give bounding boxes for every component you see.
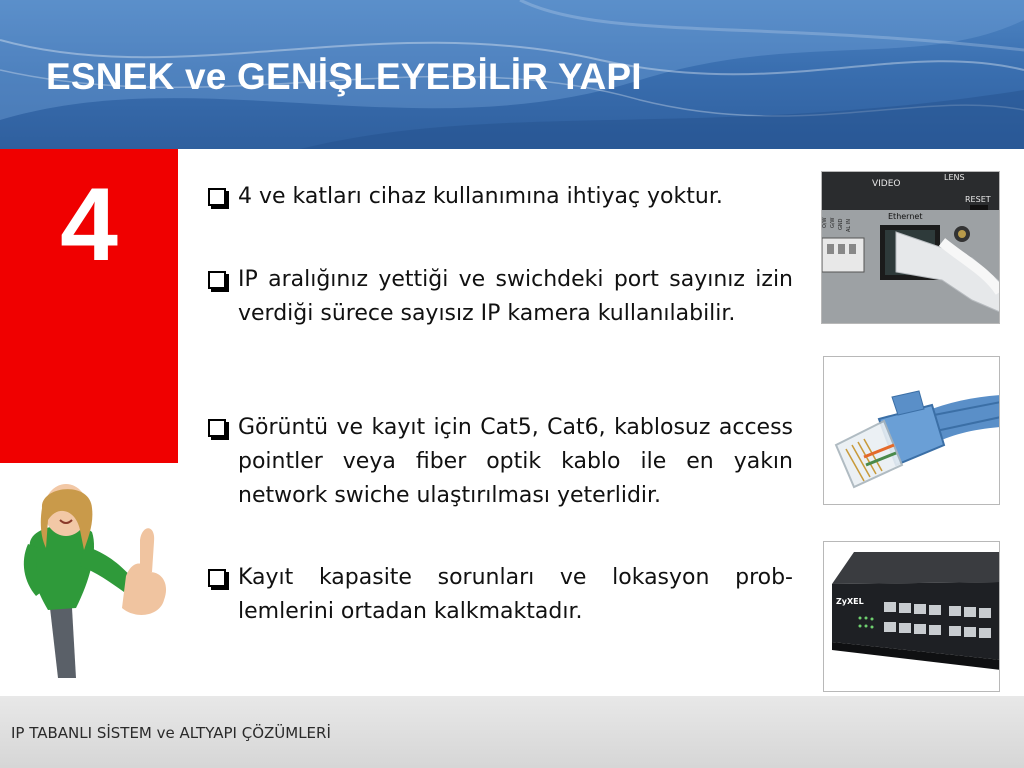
camera-label-reset: RESET bbox=[965, 195, 991, 204]
bullet-text: IP aralığınız yettiği ve swichdeki port sayınız izin verdiği sürece sayısız IP kamera kullanılabilir. bbox=[238, 267, 793, 326]
camera-label-ow: O/W bbox=[822, 217, 828, 228]
checkbox-bullet-icon bbox=[208, 419, 226, 437]
bullet-text: Görüntü ve kayıt için Cat5, Cat6, kablosuz access pointler veya fiber optik kablo ile en yakın network swiche ulaştırılması yeterlidir. bbox=[238, 415, 793, 508]
bullet-item bbox=[205, 561, 793, 629]
camera-label-lens: LENS bbox=[944, 173, 965, 182]
thumbs-up-person-illustration bbox=[14, 480, 184, 680]
slide-header bbox=[0, 0, 1024, 149]
checkbox-bullet-icon bbox=[208, 271, 226, 289]
camera-label-gnd: GND bbox=[838, 218, 844, 230]
bullet-item bbox=[205, 411, 793, 513]
slide-title: ESNEK ve GENİŞLEYEBİLİR YAPI bbox=[46, 56, 642, 97]
bullet-text: Kayıt kapasite sorunları ve lokasyon prob-lemlerini ortadan kalkmaktadır. bbox=[238, 565, 793, 624]
camera-label-ethernet: Ethernet bbox=[888, 212, 923, 221]
checkbox-bullet-icon bbox=[208, 569, 226, 587]
section-number: 4 bbox=[60, 167, 118, 283]
switch-brand-label: ZyXEL bbox=[836, 597, 864, 606]
camera-label-video: VIDEO bbox=[872, 179, 901, 189]
camera-label-alin: AL IN bbox=[846, 218, 852, 232]
rj45-cable-photo bbox=[823, 356, 1000, 505]
bullet-item bbox=[205, 180, 723, 214]
network-switch-photo bbox=[823, 541, 1000, 692]
bullet-item bbox=[205, 263, 793, 331]
bullet-text: 4 ve katları cihaz kullanımına ihtiyaç yoktur. bbox=[238, 184, 723, 209]
camera-label-gw: G/W bbox=[830, 217, 836, 228]
camera-ethernet-photo bbox=[821, 171, 1000, 324]
footer-text: IP TABANLI SİSTEM ve ALTYAPI ÇÖZÜMLERİ bbox=[11, 724, 331, 742]
checkbox-bullet-icon bbox=[208, 188, 226, 206]
